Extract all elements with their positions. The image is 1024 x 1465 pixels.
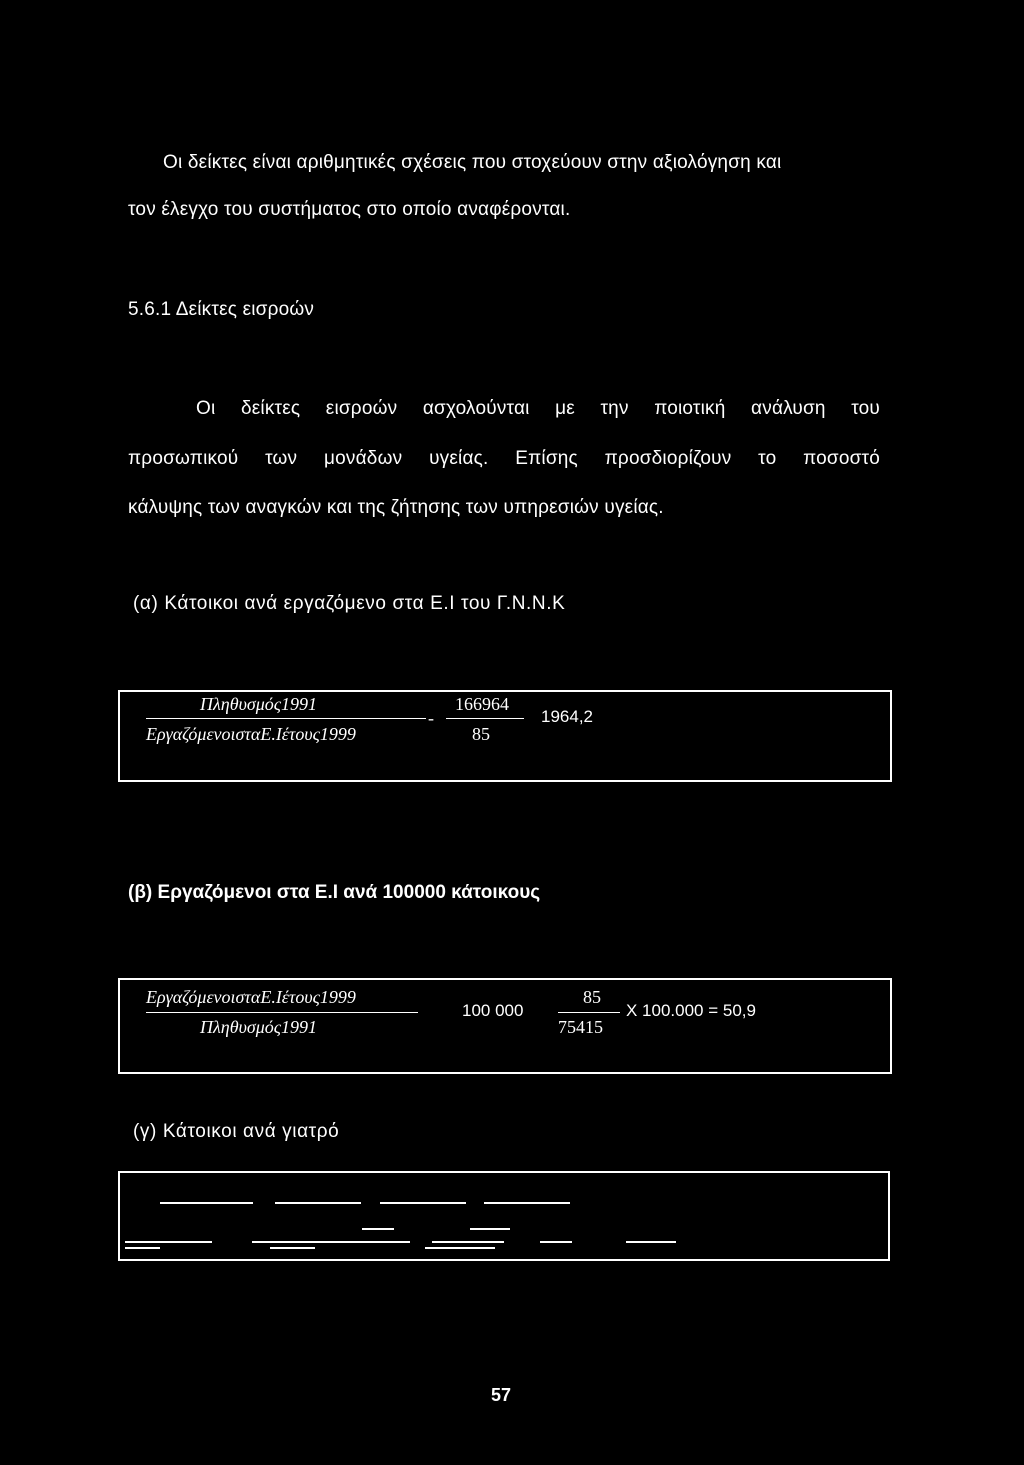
box-c-rule	[362, 1228, 394, 1230]
index-b-title: (β) Εργαζόμενοι στα Ε.Ι ανά 100000 κάτοικους	[128, 882, 541, 903]
index-b-den-value: 75415	[558, 1017, 603, 1037]
index-a-den-label: ΕργαζόμενοισταΕ.Ιέτους1999	[146, 724, 356, 744]
section-heading: 5.6.1 Δείκτες εισροών	[128, 299, 315, 320]
index-c-title: (γ) Κάτοικοι ανά γιατρό	[133, 1121, 340, 1142]
box-c-rule	[270, 1247, 315, 1249]
index-a-result: 1964,2	[541, 707, 593, 726]
box-c-rule	[252, 1241, 330, 1243]
box-c-rule	[125, 1241, 212, 1243]
box-c-rule	[540, 1241, 572, 1243]
section-para-line-2: προσωπικού των μονάδων υγείας. Επίσης προσδιορίζουν το ποσοστό	[128, 448, 880, 469]
index-a-num-value: 166964	[455, 694, 509, 714]
box-c-rule	[470, 1228, 510, 1230]
section-para-line-1: Οι δείκτες εισροών ασχολούνται με την ποιοτική ανάλυση του	[196, 398, 880, 419]
box-c-rule	[484, 1202, 570, 1204]
box-c-rule	[432, 1241, 504, 1243]
box-c-rule	[275, 1202, 361, 1204]
index-a-den-value: 85	[472, 724, 490, 744]
box-c-rule	[160, 1202, 253, 1204]
index-b-value-bar	[558, 1012, 620, 1013]
index-a-num-label: Πληθυσμός1991	[200, 694, 318, 714]
index-b-result: Χ 100.000 = 50,9	[626, 1001, 756, 1020]
box-c-rule	[125, 1247, 160, 1249]
index-b-num-value: 85	[583, 987, 601, 1007]
section-para-line-3: κάλυψης των αναγκών και της ζήτησης των υπηρεσιών υγείας.	[128, 497, 664, 518]
index-b-factor: 100 000	[462, 1001, 524, 1020]
index-b-den-label: Πληθυσμός1991	[200, 1017, 318, 1037]
index-b-fraction-bar	[146, 1012, 418, 1013]
box-c-rule	[425, 1247, 495, 1249]
index-a-value-bar	[446, 718, 524, 719]
intro-line-1: Οι δείκτες είναι αριθμητικές σχέσεις που στοχεύουν στην αξιολόγηση και	[163, 152, 782, 173]
page-number: 57	[491, 1385, 512, 1405]
box-c-rule	[380, 1202, 466, 1204]
box-c-rule	[626, 1241, 676, 1243]
index-a-fraction-bar	[146, 718, 426, 719]
index-a-minus: -	[428, 708, 434, 728]
box-c-rule	[330, 1241, 410, 1243]
formula-box-c	[118, 1171, 890, 1261]
index-a-title: (α) Κάτοικοι ανά εργαζόμενο στα Ε.Ι του Γ.Ν.Ν.Κ	[133, 593, 566, 614]
intro-line-2: τον έλεγχο του συστήματος στο οποίο αναφέρονται.	[128, 199, 571, 220]
index-b-num-label: ΕργαζόμενοισταΕ.Ιέτους1999	[146, 987, 356, 1007]
